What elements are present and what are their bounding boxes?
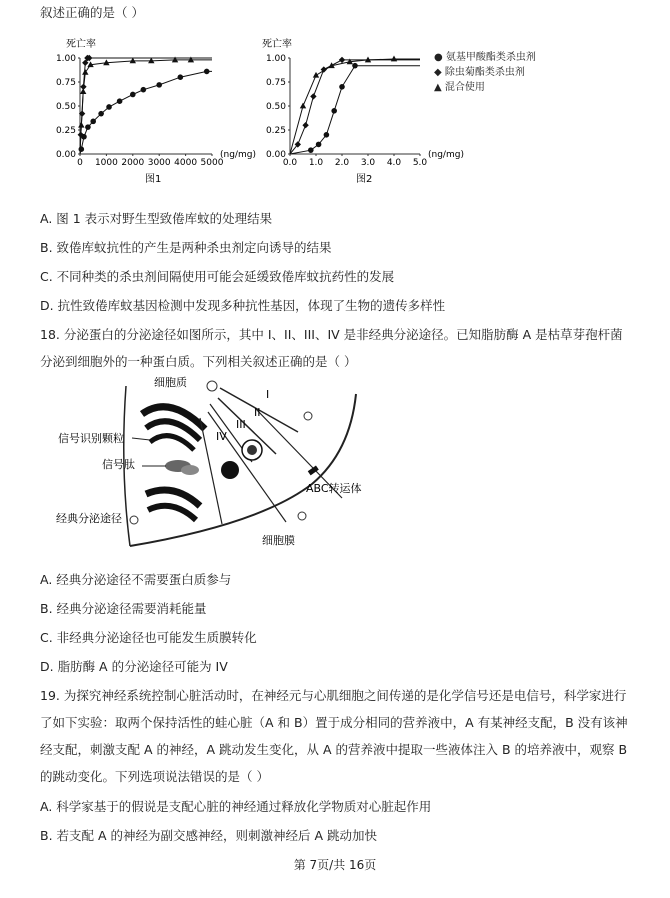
legend-item-pyrethroid: ◆ 除虫菊酯类杀虫剂 [434,67,525,78]
y-tick-label: 0.50 [55,102,76,112]
ribosome-icon [165,460,199,475]
secretion-diagram [50,374,390,560]
protein-icon [207,381,217,391]
x-tick-label: 3000 [147,158,171,168]
svg-text:信号识别颗粒: 信号识别颗粒 [58,432,124,445]
data-point [178,74,184,80]
data-point [78,122,84,128]
y-tick-label: 0.00 [55,150,76,160]
data-point [156,82,162,88]
q18-stem-line1: 18. 分泌蛋白的分泌途径如图所示，其中 I、II、III、IV 是非经典分泌途径。已知脂肪酶 A 是枯草芽孢杆菌 [40,327,623,342]
x-tick-label: 5.0 [412,158,428,168]
y-tick-label: 0.25 [55,126,76,136]
x-tick-label: 0 [77,158,83,168]
svg-text:细胞质: 细胞质 [154,376,187,389]
x-tick-label: 4000 [174,158,198,168]
q19-option-b: B. 若支配 A 的神经为副交感神经，则刺激神经后 A 跳动加快 [40,828,378,843]
y-tick-label: 0.50 [265,102,286,112]
q18-option-d: D. 脂肪酶 A 的分泌途径可能为 IV [40,659,228,674]
series-line [290,60,420,154]
svg-text:细胞膜: 细胞膜 [262,534,295,547]
series-line [80,60,212,154]
q18-option-a: A. 经典分泌途径不需要蛋白质参与 [40,572,232,587]
data-point [308,147,314,153]
data-point [324,132,330,138]
fig2-ylabel: 死亡率 [262,39,292,50]
x-tick-label: 3.0 [360,158,376,168]
x-tick-label: 1000 [94,158,118,168]
data-point [90,119,96,125]
er-icon [146,490,200,520]
chart-legend [434,50,536,95]
q18-stem-line2: 分泌到细胞外的一种蛋白质。下列相关叙述正确的是（ ） [40,354,357,369]
q19-stem-line2: 了如下实验：取两个保持活性的蛙心脏（A 和 B）置于成分相同的营养液中，A 有某神经支配，B 没有该神 [40,715,628,730]
q17-option-c: C. 不同种类的杀虫剂间隔使用可能会延缓致倦库蚊抗药性的发展 [40,269,395,284]
legend-item-carbamate: ● 氨基甲酸酯类杀虫剂 [434,52,536,63]
data-point [204,69,210,75]
y-tick-label: 0.00 [265,150,286,160]
fig2-unit: (ng/mg) [428,150,464,160]
data-point [106,104,112,110]
x-tick-label: 2.0 [334,158,350,168]
y-tick-label: 1.00 [55,54,76,64]
svg-text:ABC转运体: ABC转运体 [306,482,362,495]
data-point [117,98,123,104]
vesicle-iv-icon [221,461,239,479]
fig2-caption: 图2 [356,174,373,185]
series-line [290,59,420,154]
y-tick-label: 0.25 [265,126,286,136]
data-point [313,72,319,78]
data-point [310,93,316,99]
x-tick-label: 2000 [121,158,145,168]
data-point [300,103,306,109]
y-tick-label: 1.00 [265,54,286,64]
svg-text:III: III [236,418,246,431]
x-tick-label: 1.0 [308,158,324,168]
svg-text:IV: IV [216,430,227,443]
data-point [79,146,85,152]
q17-option-d: D. 抗性致倦库蚊基因检测中发现多种抗性基因，体现了生物的遗传多样性 [40,298,446,313]
page-footer: 第 7页/共 16页 [293,858,377,872]
series-line [80,58,212,154]
fig1-unit: (ng/mg) [220,150,256,160]
svg-text:信号肽: 信号肽 [102,458,135,471]
q17-option-b: B. 致倦库蚊抗性的产生是两种杀虫剂定向诱导的结果 [40,240,332,255]
svg-text:II: II [254,406,261,419]
data-point [316,142,322,148]
data-point [339,84,345,90]
data-point [339,57,345,63]
header-text: 叙述正确的是（ ） [40,5,144,20]
svg-text:I: I [266,388,270,401]
abc-transporter-icon [308,465,319,475]
q18-option-c: C. 非经典分泌途径也可能发生质膜转化 [40,630,257,645]
data-point [141,87,147,93]
q19-option-a: A. 科学家基于的假说是支配心脏的神经通过释放化学物质对心脏起作用 [40,799,432,814]
fig1-ylabel: 死亡率 [66,39,96,50]
data-point [391,56,397,62]
data-point [85,124,91,130]
figure-1 [40,36,270,186]
q19-stem-line3: 经支配，刺激支配 A 的神经，A 跳动发生变化，从 A 的营养液中提取一些液体注入 B 的培养液中，观察 B [40,742,628,757]
data-point [130,92,136,98]
data-point [98,111,104,117]
x-tick-label: 4.0 [386,158,402,168]
data-point [352,63,358,69]
fig1-caption: 图1 [145,174,162,185]
legend-item-mixed: ▲ 混合使用 [434,82,485,93]
data-point [331,108,337,114]
q19-stem-line4: 的跳动变化。下列选项说法错误的是（ ） [40,769,269,784]
svg-text:经典分泌途径: 经典分泌途径 [56,512,122,525]
y-tick-label: 0.75 [265,78,286,88]
y-tick-label: 0.75 [55,78,76,88]
q19-stem-line1: 19. 为探究神经系统控制心脏活动时，在神经元与心肌细胞之间传递的是化学信号还是电信号，科学家进行 [40,688,627,703]
data-point [302,122,308,128]
q17-option-a: A. 图 1 表示对野生型致倦库蚊的处理结果 [40,211,273,226]
golgi-icon [142,407,205,450]
x-tick-label: 5000 [200,158,224,168]
x-tick-label: 0.0 [282,158,298,168]
q18-option-b: B. 经典分泌途径需要消耗能量 [40,601,207,616]
data-point [80,88,86,94]
